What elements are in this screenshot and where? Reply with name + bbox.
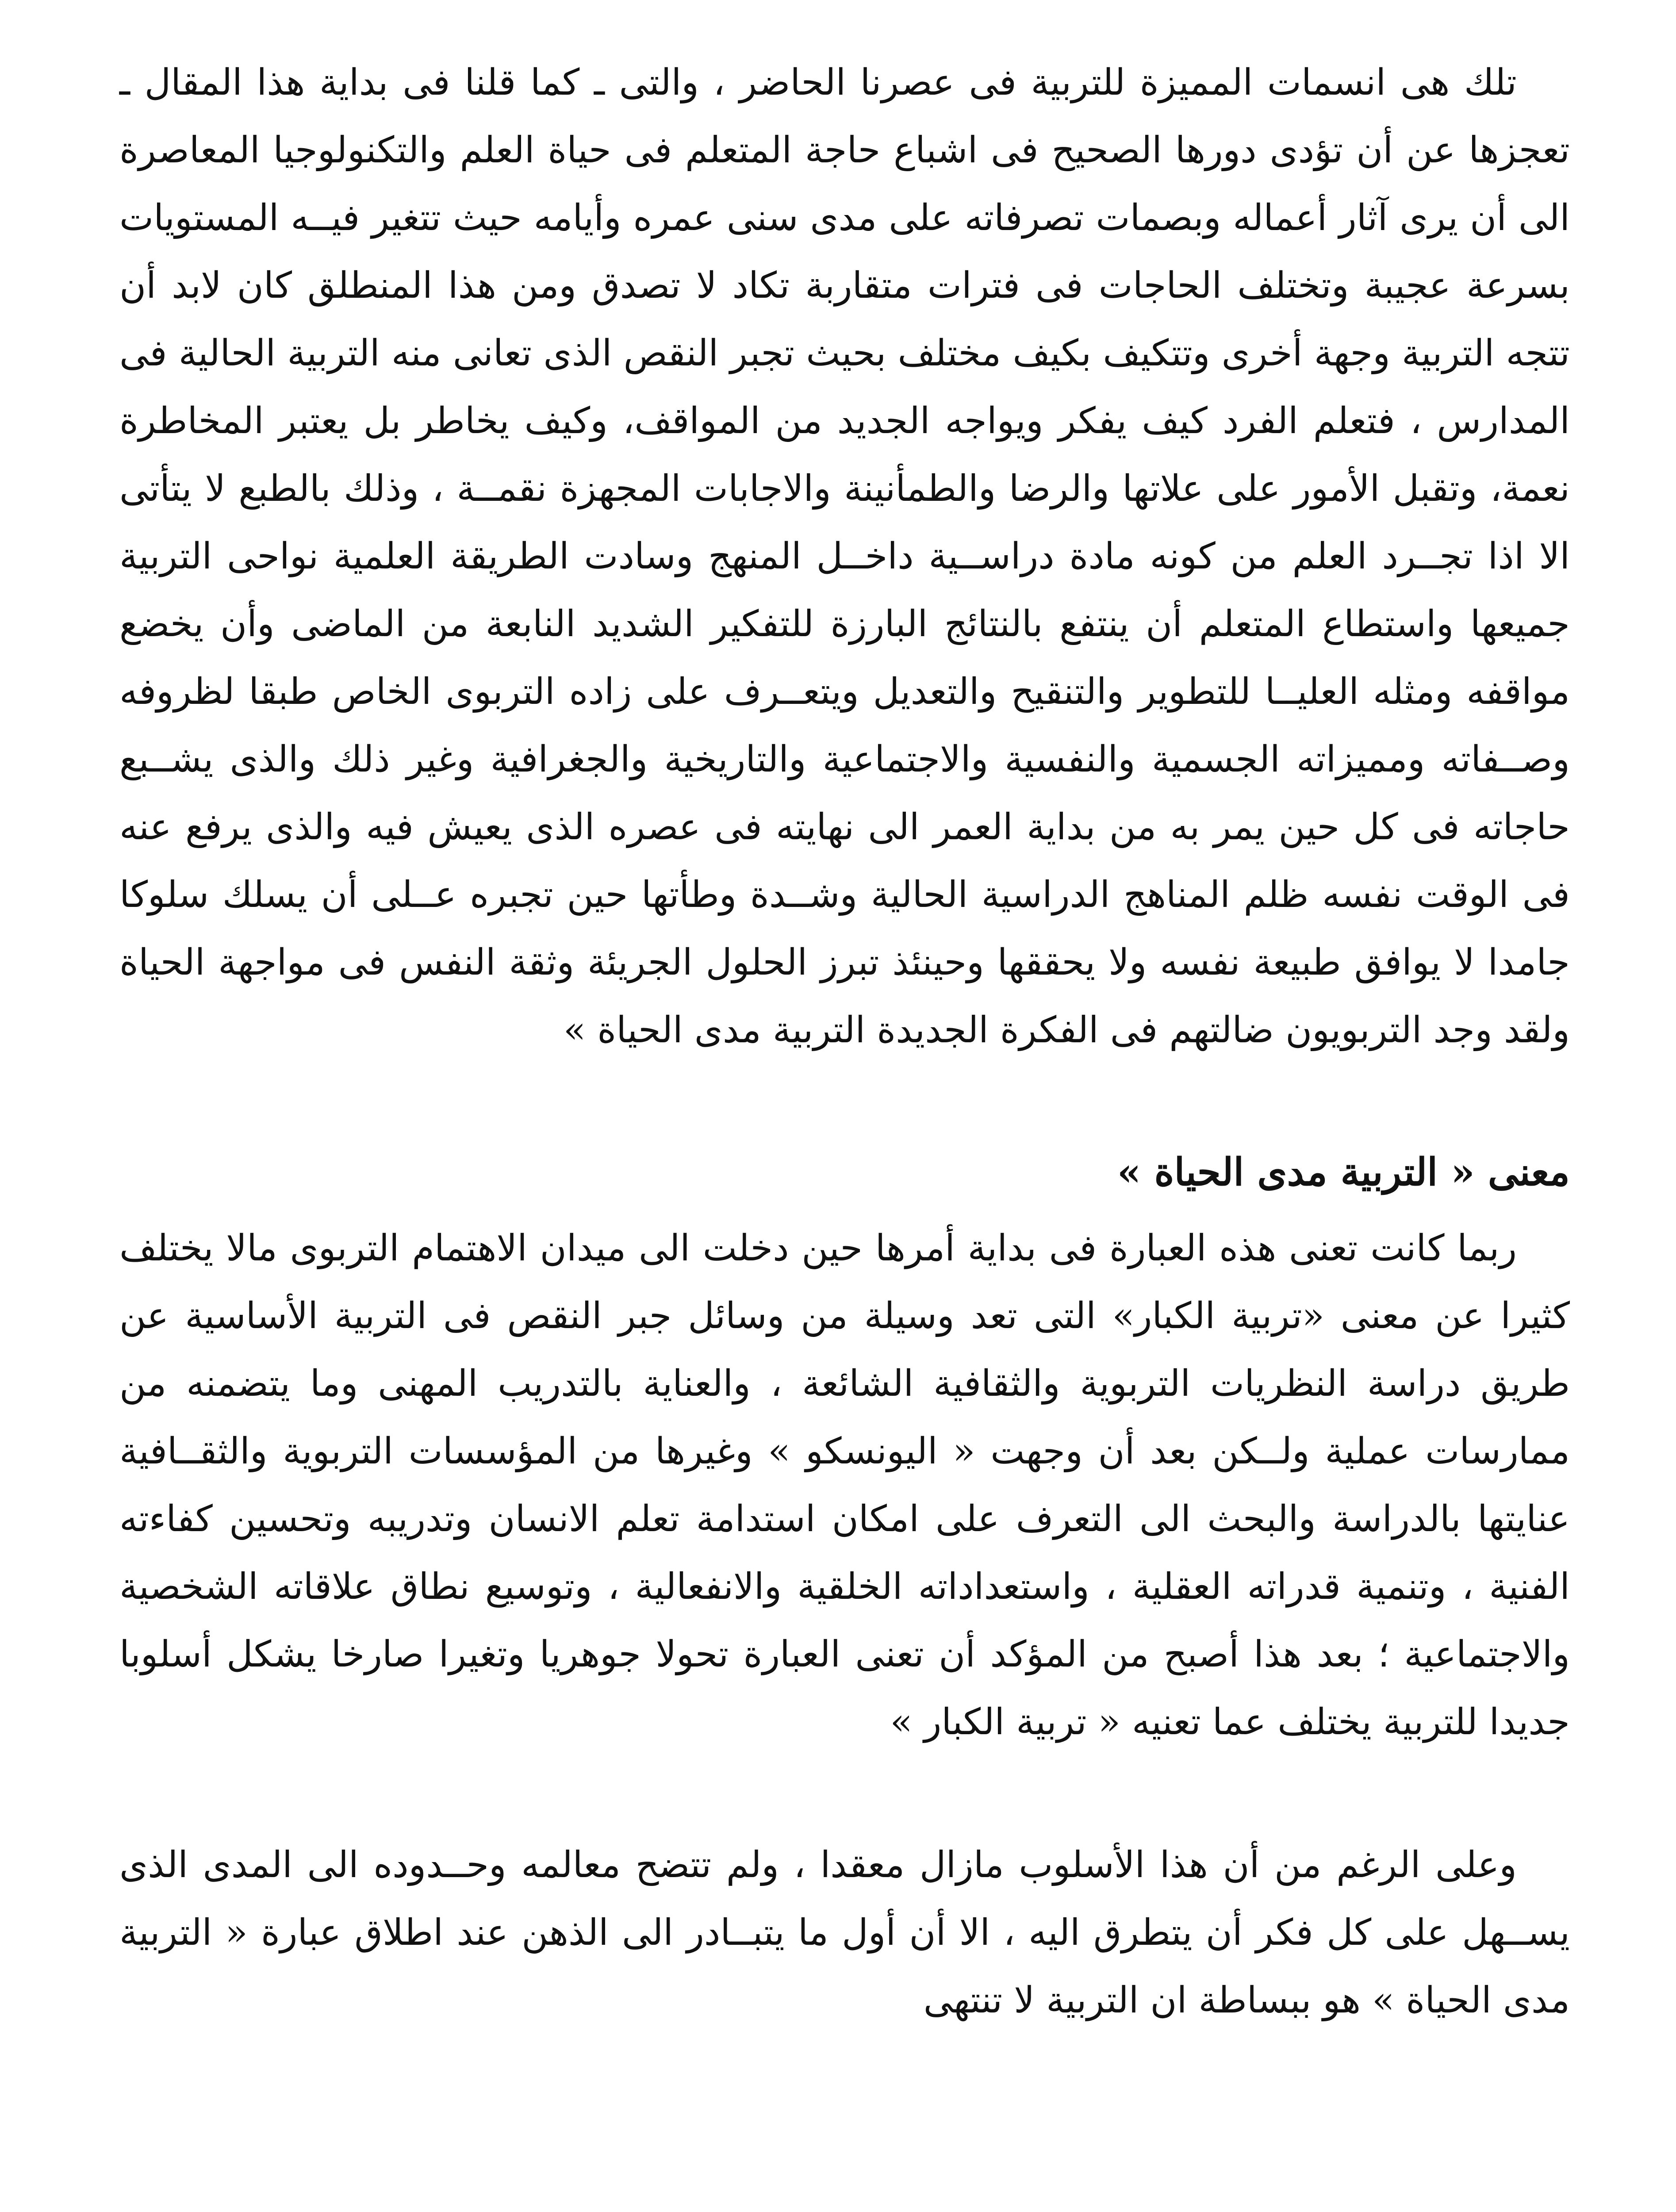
paragraph-3-text: وعلى الرغم من أن هذا الأسلوب مازال معقدا ، ولم تتضح معالمه وحــدوده الى المدى الذى يســهل على كل فكر أن يتطرق اليه ، الا أن أول ما يتبــادر الى الذهن عند اطلاق عبارة « التربية مدى الحياة » هو ببساطة ان التربية لا تنتهى [119, 1844, 1570, 2021]
paragraph-1-text: تلك هى انسمات المميزة للتربية فى عصرنا الحاضر ، والتى ـ كما قلنا فى بداية هذا المقال ـ تعجزها عن أن تؤدى دورها الصحيح فى اشباع حاجة المتعلم فى حياة العلم والتكنولوجيا المعاصرة الى أن يرى آثار أعماله وبصمات تصرفاته على مدى سنى عمره وأيامه حيث تتغير فيــه المستويات بسرعة عجيبة وتختلف الحاجات فى فترات متقاربة تكاد لا تصدق ومن هذا المنطلق كان لابد أن تتجه التربية وجهة أخرى وتتكيف بكيف مختلف بحيث تجبر النقص الذى تعانى منه التربية الحالية فى المدارس ، فتعلم الفرد كيف يفكر ويواجه الجديد من المواقف، وكيف يخاطر بل يعتبر المخاطرة نعمة، وتقبل الأمور على علاتها والرضا والطمأنينة والاجابات المجهزة نقمــة ، وذلك بالطبع لا يتأتى الا اذا تجــرد العلم من كونه مادة دراســية داخــل المنهج وسادت الطريقة العلمية نواحى التربية جميعها واستطاع المتعلم أن ينتفع بالنتائج البارزة للتفكير الشديد النابعة من الماضى وأن يخضع مواقفه ومثله العليــا للتطوير والتنقيح والتعديل ويتعــرف على زاده التربوى الخاص طبقا لظروفه وصــفاته ومميزاته الجسمية والنفسية والاجتماعية والتاريخية والجغرافية وغير ذلك والذى يشــبع حاجاته فى كل حين يمر به من بداية العمر الى نهايته فى عصره الذى يعيش فيه والذى يرفع عنه فى الوقت نفسه ظلم المناهج الدراسية الحالية وشــدة وطأتها حين تجبره عــلى أن يسلك سلوكا جامدا لا يوافق طبيعة نفسه ولا يحققها وحينئذ تبرز الحلول الجريئة وثقة النفس فى مواجهة الحياة ولقد وجد التربويون ضالتهم فى الفكرة الجديدة التربية مدى الحياة » [119, 61, 1570, 1051]
paragraph-2-text: ربما كانت تعنى هذه العبارة فى بداية أمرها حين دخلت الى ميدان الاهتمام التربوى مالا يختلف كثيرا عن معنى «تربية الكبار» التى تعد وسيلة من وسائل جبر النقص فى التربية الأساسية عن طريق دراسة النظريات التربوية والثقافية الشائعة ، والعناية بالتدريب المهنى وما يتضمنه من ممارسات عملية ولــكن بعد أن وجهت « اليونسكو » وغيرها من المؤسسات التربوية والثقــافية عنايتها بالدراسة والبحث الى التعرف على امكان استدامة تعلم الانسان وتدريبه وتحسين كفاءته الفنية ، وتنمية قدراته العقلية ، واستعداداته الخلقية والانفعالية ، وتوسيع نطاق علاقاته الشخصية والاجتماعية ؛ بعد هذا أصبح من المؤكد أن تعنى العبارة تحولا جوهريا وتغيرا صارخا يشكل أسلوبا جديدا للتربية يختلف عما تعنيه « تربية الكبار » [119, 1227, 1570, 1743]
paragraph-3 [119, 1831, 1570, 2034]
paragraph-1 [119, 49, 1570, 1064]
document-page [119, 49, 1570, 2212]
section-heading: معنى « التربية مدى الحياة » [1117, 1150, 1570, 1194]
paragraph-2 [119, 1214, 1570, 1756]
